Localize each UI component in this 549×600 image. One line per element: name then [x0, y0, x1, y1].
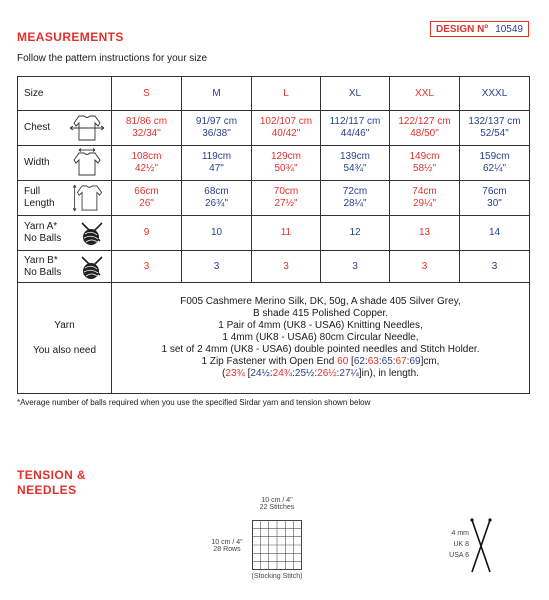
yarn-a-s: 9 — [112, 216, 182, 251]
chest-cm-l: 102/107 cm — [259, 116, 313, 127]
yarn-ball-icon — [77, 252, 107, 282]
chest-in-xxxl: 52/54" — [480, 128, 509, 139]
width-cm-xxl: 149cm — [409, 151, 440, 162]
measurements-title: MEASUREMENTS — [17, 30, 124, 44]
width-row — [18, 146, 530, 181]
length-in-m: 26¾" — [204, 198, 228, 209]
width-in-m: 47" — [209, 163, 224, 174]
width-label: Width — [24, 157, 50, 168]
tension-top-label: 10 cm / 4" 22 Stitches — [259, 497, 295, 511]
size-xxxl: XXXL — [460, 77, 530, 111]
zip-line-1: 1 Zip Fastener with Open End 60 [62:63:65:67:69]cm, — [201, 356, 440, 367]
sweater-length-icon — [70, 182, 107, 214]
yarn-label: Yarn — [54, 319, 75, 331]
yarn-b-m: 3 — [182, 251, 252, 283]
full-length-row — [18, 181, 530, 216]
width-in-xl: 54¾" — [343, 163, 367, 174]
chest-cm-s: 81/86 cm — [125, 116, 168, 127]
sweater-width-icon — [67, 148, 107, 178]
yarn-a-xl: 12 — [321, 216, 390, 251]
size-s: S — [112, 77, 182, 111]
need-3: 1 set of 2 4mm (UK8 - USA6) double pointed needles and Stitch Holder. — [161, 344, 480, 355]
length-cm-xxxl: 76cm — [482, 186, 507, 197]
design-label: DESIGN Nº — [436, 23, 488, 35]
size-l: L — [252, 77, 321, 111]
size-xxl: XXL — [390, 77, 460, 111]
full-length-label: Full Length — [24, 186, 55, 209]
footnote: *Average number of balls required when you use the specified Sirdar yarn and tension shown below — [17, 398, 371, 407]
chest-in-l: 40/42" — [271, 128, 301, 139]
width-cm-xl: 139cm — [339, 151, 370, 162]
tension-bottom-label: (Stocking Stitch) — [251, 573, 303, 580]
yarn-b-label: Yarn B* — [24, 254, 58, 266]
design-number-box — [430, 21, 529, 37]
chest-row — [18, 111, 530, 146]
yarn-a-l: 11 — [252, 216, 321, 251]
size-instruction: Follow the pattern instructions for your size — [17, 53, 208, 64]
yarn-a-m: 10 — [182, 216, 252, 251]
yarn-a-xxxl: 14 — [460, 216, 530, 251]
length-cm-m: 68cm — [204, 186, 229, 197]
width-cm-s: 108cm — [131, 151, 162, 162]
yarn-text-2: B shade 415 Polished Copper. — [252, 308, 389, 319]
need-1: 1 Pair of 4mm (UK8 - USA6) Knitting Needles, — [218, 320, 423, 331]
chest-in-xxl: 48/50" — [410, 128, 439, 139]
need-2: 1 4mm (UK8 - USA6) 80cm Circular Needle, — [222, 332, 419, 343]
size-row — [18, 77, 530, 111]
length-in-l: 27½" — [274, 198, 298, 209]
yarn-b-l: 3 — [252, 251, 321, 283]
chest-cm-xxl: 122/127 cm — [398, 116, 451, 127]
length-cm-xl: 72cm — [342, 186, 368, 197]
yarn-b-s: 3 — [112, 251, 182, 283]
sweater-chest-icon — [67, 113, 107, 143]
size-label: Size — [18, 77, 112, 111]
yarn-a-xxl: 13 — [390, 216, 460, 251]
yarn-b-xl: 3 — [321, 251, 390, 283]
yarn-a-label: Yarn A* — [24, 221, 58, 232]
yarn-a-balls-label: No Balls — [24, 233, 62, 244]
width-cm-m: 119cm — [201, 151, 232, 162]
chest-in-m: 36/38" — [202, 128, 231, 139]
knitting-needles-icon — [468, 518, 494, 574]
tension-title: TENSION & NEEDLES — [17, 468, 86, 497]
length-cm-s: 66cm — [134, 186, 159, 197]
width-cm-l: 129cm — [270, 151, 301, 162]
length-in-s: 26" — [139, 198, 154, 209]
measurements-table — [17, 76, 530, 394]
chest-in-s: 32/34" — [132, 128, 161, 139]
width-in-l: 50¾" — [274, 163, 298, 174]
width-in-s: 42½" — [134, 163, 158, 174]
yarn-a-row — [18, 216, 530, 251]
tension-left-label: 10 cm / 4" 28 Rows — [211, 539, 243, 553]
size-xl: XL — [321, 77, 390, 111]
length-cm-l: 70cm — [273, 186, 299, 197]
needle-size-label: 4 mm UK 8 USA 6 — [449, 530, 469, 559]
yarn-b-xxxl: 3 — [460, 251, 530, 283]
yarn-b-xxl: 3 — [390, 251, 460, 283]
yarn-b-row — [18, 251, 530, 283]
chest-in-xl: 44/46" — [340, 128, 370, 139]
width-in-xxxl: 62¼" — [482, 163, 506, 174]
chest-cm-xxxl: 132/137 cm — [468, 116, 521, 127]
zip-line-2: (23¾ [24½:24¾:25½:26½:27¼]in), in length. — [222, 368, 419, 379]
length-in-xxl: 29¼" — [412, 198, 436, 209]
width-cm-xxxl: 159cm — [479, 151, 510, 162]
yarn-b-balls-label: No Balls — [24, 266, 62, 278]
yarn-text-1: F005 Cashmere Merino Silk, DK, 50g, A shade 405 Silver Grey, — [180, 296, 461, 307]
width-in-xxl: 58½" — [412, 163, 436, 174]
tension-grid-icon — [252, 520, 302, 570]
size-m: M — [182, 77, 252, 111]
design-number: 10549 — [495, 23, 523, 35]
you-also-need-label: You also need — [32, 344, 97, 356]
chest-cm-xl: 112/117 cm — [329, 116, 381, 127]
chest-cm-m: 91/97 cm — [195, 116, 238, 127]
length-in-xxxl: 30" — [487, 198, 502, 209]
yarn-requirements-row — [18, 283, 530, 394]
length-cm-xxl: 74cm — [412, 186, 437, 197]
yarn-ball-icon — [77, 218, 107, 248]
chest-label: Chest — [24, 122, 51, 133]
length-in-xl: 28¼" — [343, 198, 367, 209]
